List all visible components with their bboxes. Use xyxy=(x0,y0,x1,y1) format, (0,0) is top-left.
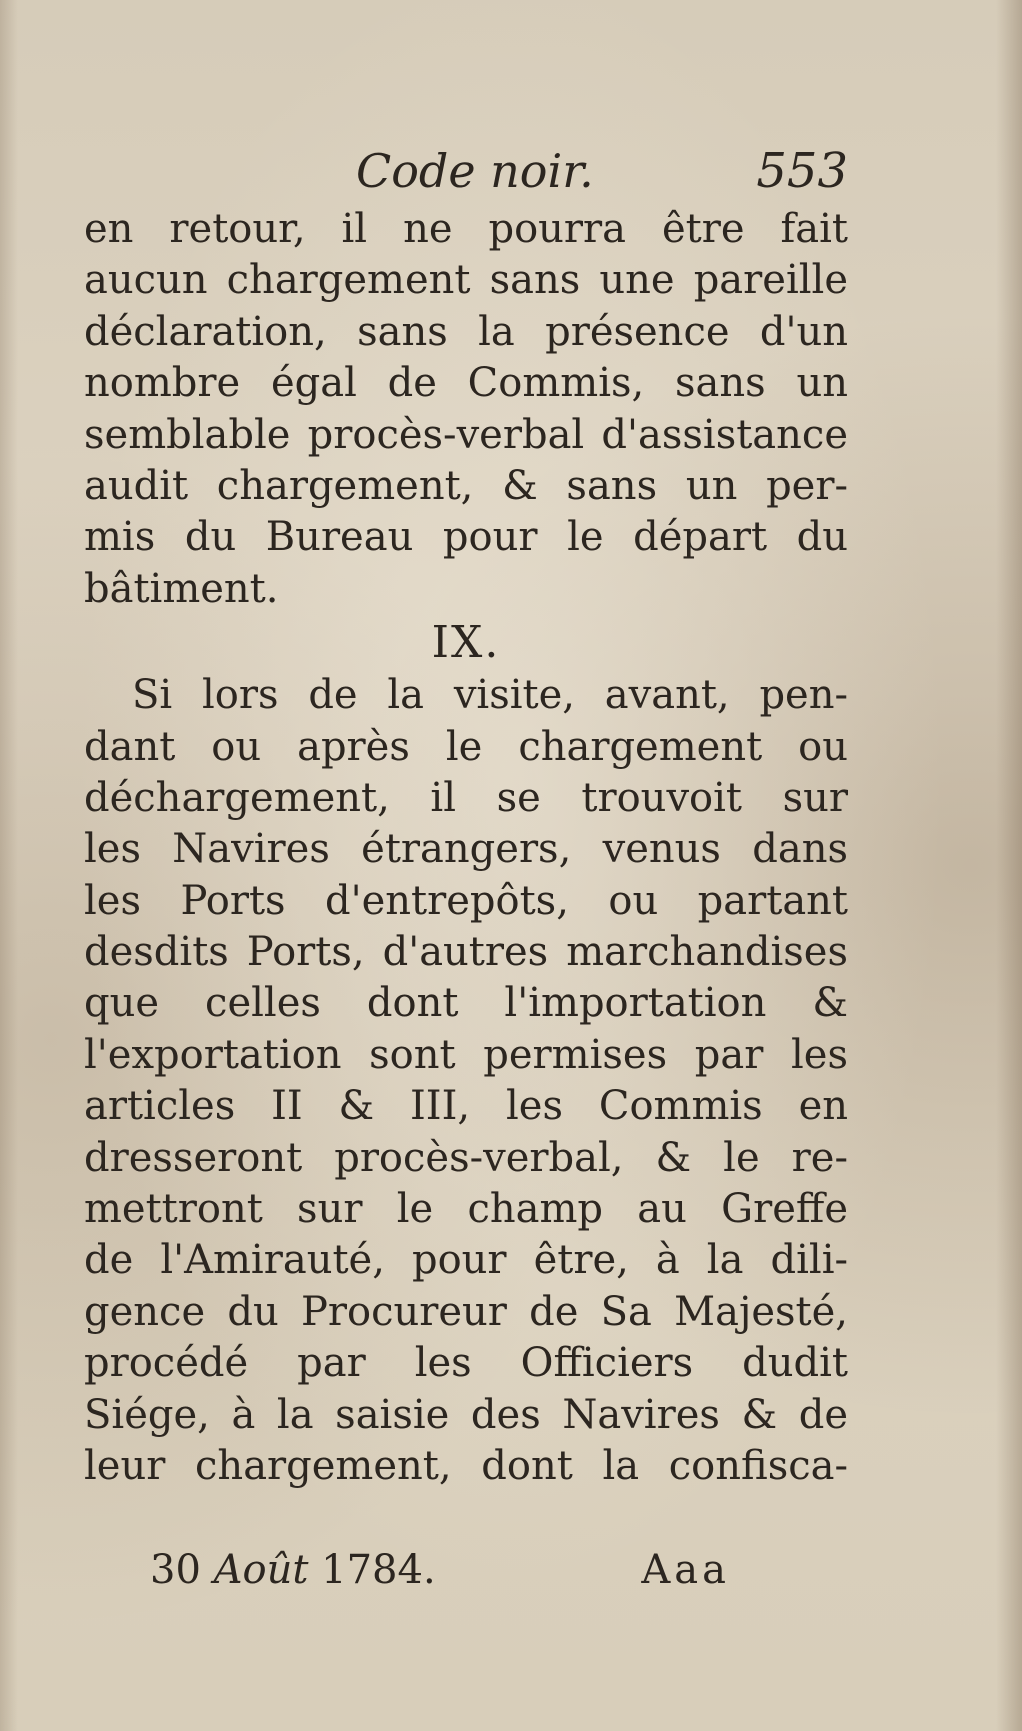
text-line: dant ou après le chargement ou xyxy=(84,723,848,770)
text-line: gence du Procureur de Sa Majesté, xyxy=(84,1288,848,1335)
text-line: Siége, à la saisie des Navires & de xyxy=(84,1391,848,1438)
text-line: nombre égal de Commis, sans un xyxy=(84,360,848,407)
page-shadow-right xyxy=(996,0,1022,1731)
text-line: de l'Amirauté, pour être, à la dili- xyxy=(84,1237,848,1284)
text-line: articles II & III, les Commis en xyxy=(84,1083,848,1130)
text-line: les Ports d'entrepôts, ou partant xyxy=(84,877,848,924)
page-number: 553 xyxy=(756,143,848,199)
text-line: les Navires étrangers, venus dans xyxy=(84,826,848,873)
footer-date xyxy=(150,1540,436,1600)
text-line: semblable procès-verbal d'assistance xyxy=(84,411,848,458)
text-line: dresseront procès-verbal, & le re- xyxy=(84,1134,848,1181)
main-text xyxy=(84,204,848,1492)
text-line: procédé par les Officiers dudit xyxy=(84,1340,848,1387)
text-line: déchargement, il se trouvoit sur xyxy=(84,774,848,821)
page-footer xyxy=(150,1540,730,1600)
page-shadow-left xyxy=(0,0,18,1731)
text-line: mettront sur le champ au Greffe xyxy=(84,1186,848,1233)
text-line: en retour, il ne pourra être fait xyxy=(84,206,848,252)
text-line: bâtiment. xyxy=(84,565,279,612)
text-line: mis du Bureau pour le départ du xyxy=(84,514,848,561)
footer-date-day: 30 xyxy=(150,1547,201,1593)
text-line: l'exportation sont permises par les xyxy=(84,1031,848,1078)
signature-mark: Aaa xyxy=(641,1547,730,1593)
page-header xyxy=(84,140,848,202)
text-line: aucun chargement sans une pareille xyxy=(84,257,848,304)
text-line: que celles dont l'importation & xyxy=(84,980,848,1027)
text-line: audit chargement, & sans un per- xyxy=(84,462,848,509)
text-line: Si lors de la visite, avant, pen- xyxy=(132,672,848,719)
running-title: Code noir. xyxy=(356,144,594,198)
footer-date-month: Août xyxy=(213,1547,309,1593)
text-line: desdits Ports, d'autres marchandises xyxy=(84,929,848,976)
footer-date-year: 1784. xyxy=(321,1547,436,1593)
text-line: leur chargement, dont la confisca- xyxy=(84,1442,848,1489)
article-heading: IX. xyxy=(431,617,501,669)
text-line: déclaration, sans la présence d'un xyxy=(84,308,848,355)
